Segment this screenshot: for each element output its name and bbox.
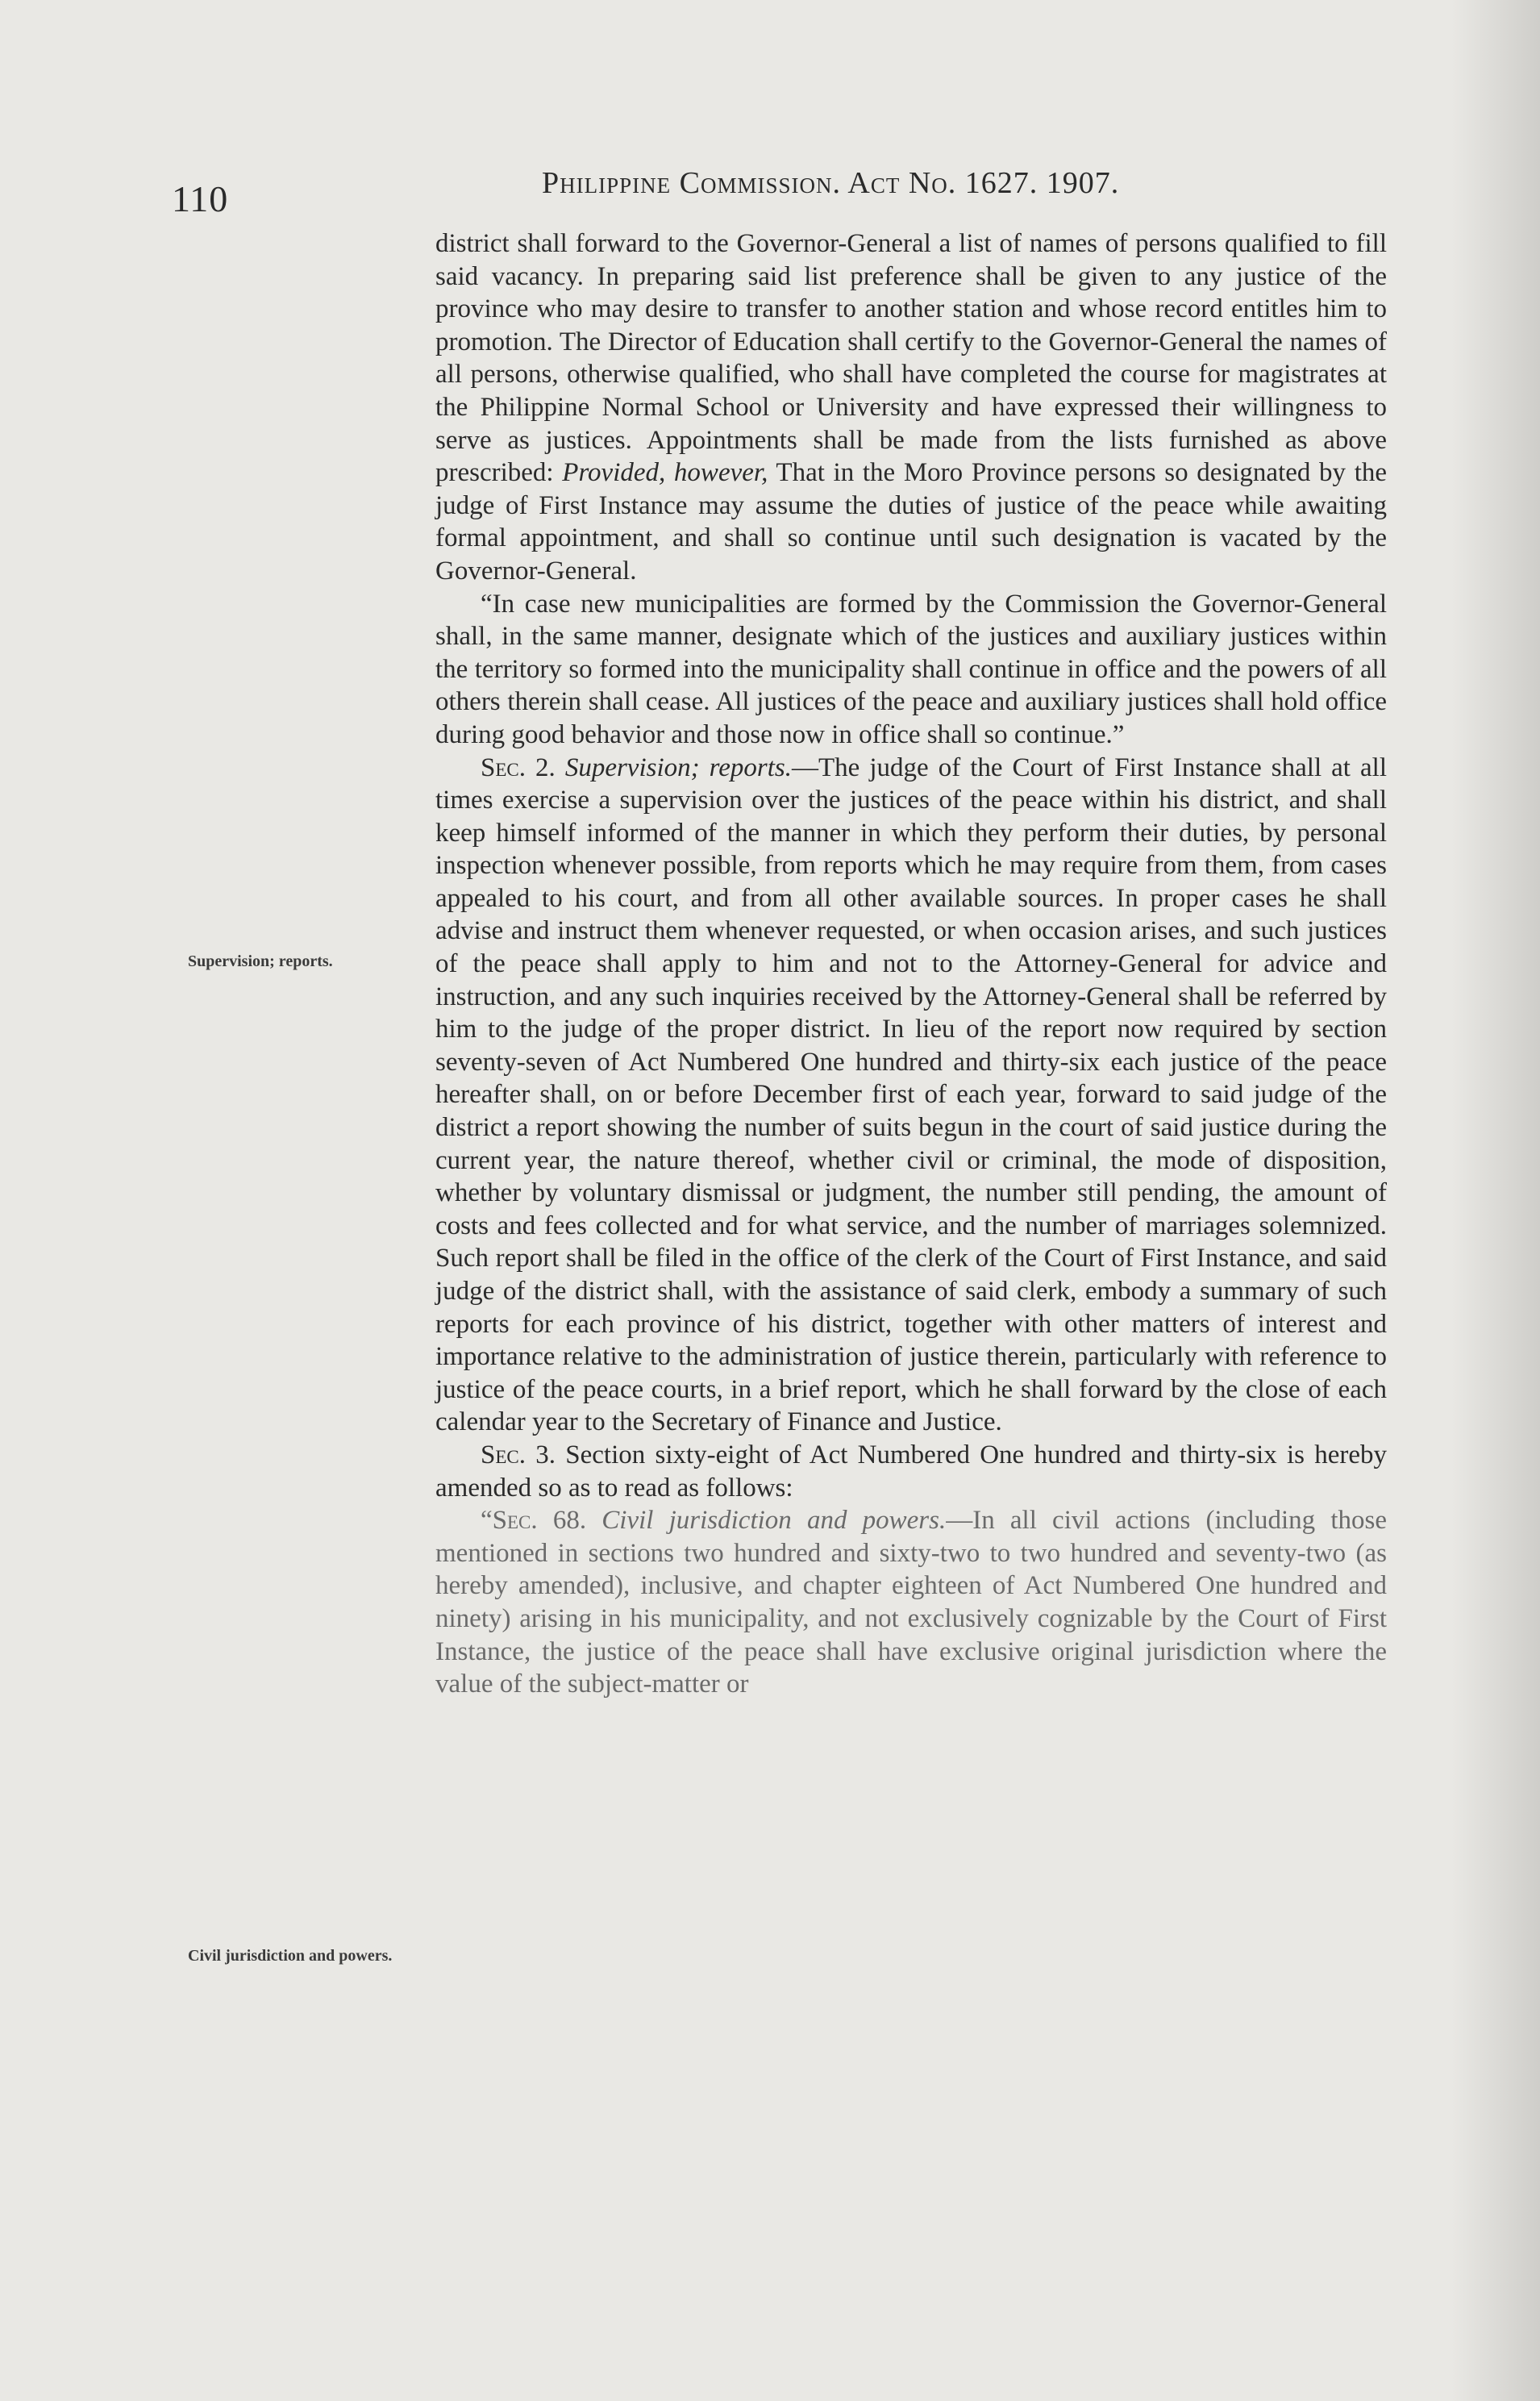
margin-note-supervision: Supervision; reports.: [188, 952, 333, 970]
body-text: [435, 227, 1387, 1701]
section-2-label: Sec. 2.: [481, 752, 556, 782]
section-3: Sec. 3. Section sixty-eight of Act Numbered One hundred and thirty-six is hereby amended so as to read as follows:: [435, 1440, 1387, 1503]
page-edge-shadow: [1451, 0, 1540, 2401]
section-68-label: “Sec. 68.: [481, 1506, 587, 1536]
paragraph-vacancy: district shall forward to the Governor-General a list of names of persons qualified to fill said vacancy. In preparing said list preference shall be given to any justice of the province who may desire to transfer to another station and whose record entitles him to promotion. The Director of Education shall certify to the Governor-General the names of all persons, otherwise qualified, who shall have completed the course for magistrates at the Philippine Normal School or University and have expressed their willingness to serve as justices. Appointments shall be made from the lists furnished as above prescribed: Provided, however, That in the Moro Province persons so designated by the judge of First Instance may assume the duties of justice of the peace while awaiting formal appointment, and shall so continue until such designation is vacated by the Governor-General.: [435, 229, 1388, 586]
section-2: Sec. 2. Supervision; reports.—The judge of the Court of First Instance shall at all times exercise a supervision over the justices of the peace within his district, and shall keep himself informed of the manner in which they perform their duties, by personal inspection whenever possible, from reports which he may require from them, from cases appealed to his court, and from all other available sources. In proper cases he shall advise and instruct them whenever requested, or when occasion arises, and such justices of the peace shall apply to him and not to the Attorney-General for advice and instruction, and any such inquiries received by the Attorney-General shall be referred by him to the judge of the proper district. In lieu of the report now required by section seventy-seven of Act Numbered One hundred and thirty-six each justice of the peace hereafter shall, on or before December first of each year, forward to said judge of the district a report showing the number of suits begun in the court of said justice during the current year, the nature thereof, whether civil or criminal, the mode of disposition, whether by voluntary dismissal or judgment, the number still pending, the amount of costs and fees collected and for what service, and the number of marriages solemnized. Such report shall be filed in the office of the clerk of the Court of First Instance, and said judge of the district shall, with the assistance of said clerk, embody a summary of such reports for each province of his district, together with other matters of interest and importance relative to the administration of justice therein, particularly with reference to justice of the peace courts, in a brief report, which he shall forward by the close of each calendar year to the Secretary of Finance and Justice.: [435, 752, 1387, 1437]
section-68-title: Civil jurisdiction and powers.: [601, 1506, 947, 1536]
section-68: “Sec. 68. Civil jurisdiction and powers.—In all civil actions (including those mentioned in sections two hundred and sixty-two to two hundred and seventy-two (as hereby amended), inclusive, and chapter eighteen of Act Numbered One hundred and ninety) arising in his municipality, and not exclusively cognizable by the Court of First Instance, the justice of the peace shall have exclusive original jurisdiction where the value of the subject-matter or: [435, 1506, 1388, 1699]
page-number: 110: [172, 178, 229, 219]
section-3-label: Sec. 3.: [481, 1440, 556, 1469]
proviso: Provided, however,: [562, 458, 768, 488]
section-2-title: Supervision; reports.: [564, 752, 793, 782]
running-head: Philippine Commission. Act No. 1627. 1907.: [542, 166, 1120, 200]
paragraph-new-municipalities: “In case new municipalities are formed by the Commission the Governor-General shall, in the same manner, designate which of the justices and auxiliary justices within the territory so formed into the municipality shall continue in office and the powers of all others therein shall cease. All justices of the peace and auxiliary justices shall hold office during good behavior and those now in office shall so continue.”: [435, 589, 1387, 749]
margin-note-civil-jurisdiction: Civil jurisdiction and powers.: [188, 1947, 393, 1965]
